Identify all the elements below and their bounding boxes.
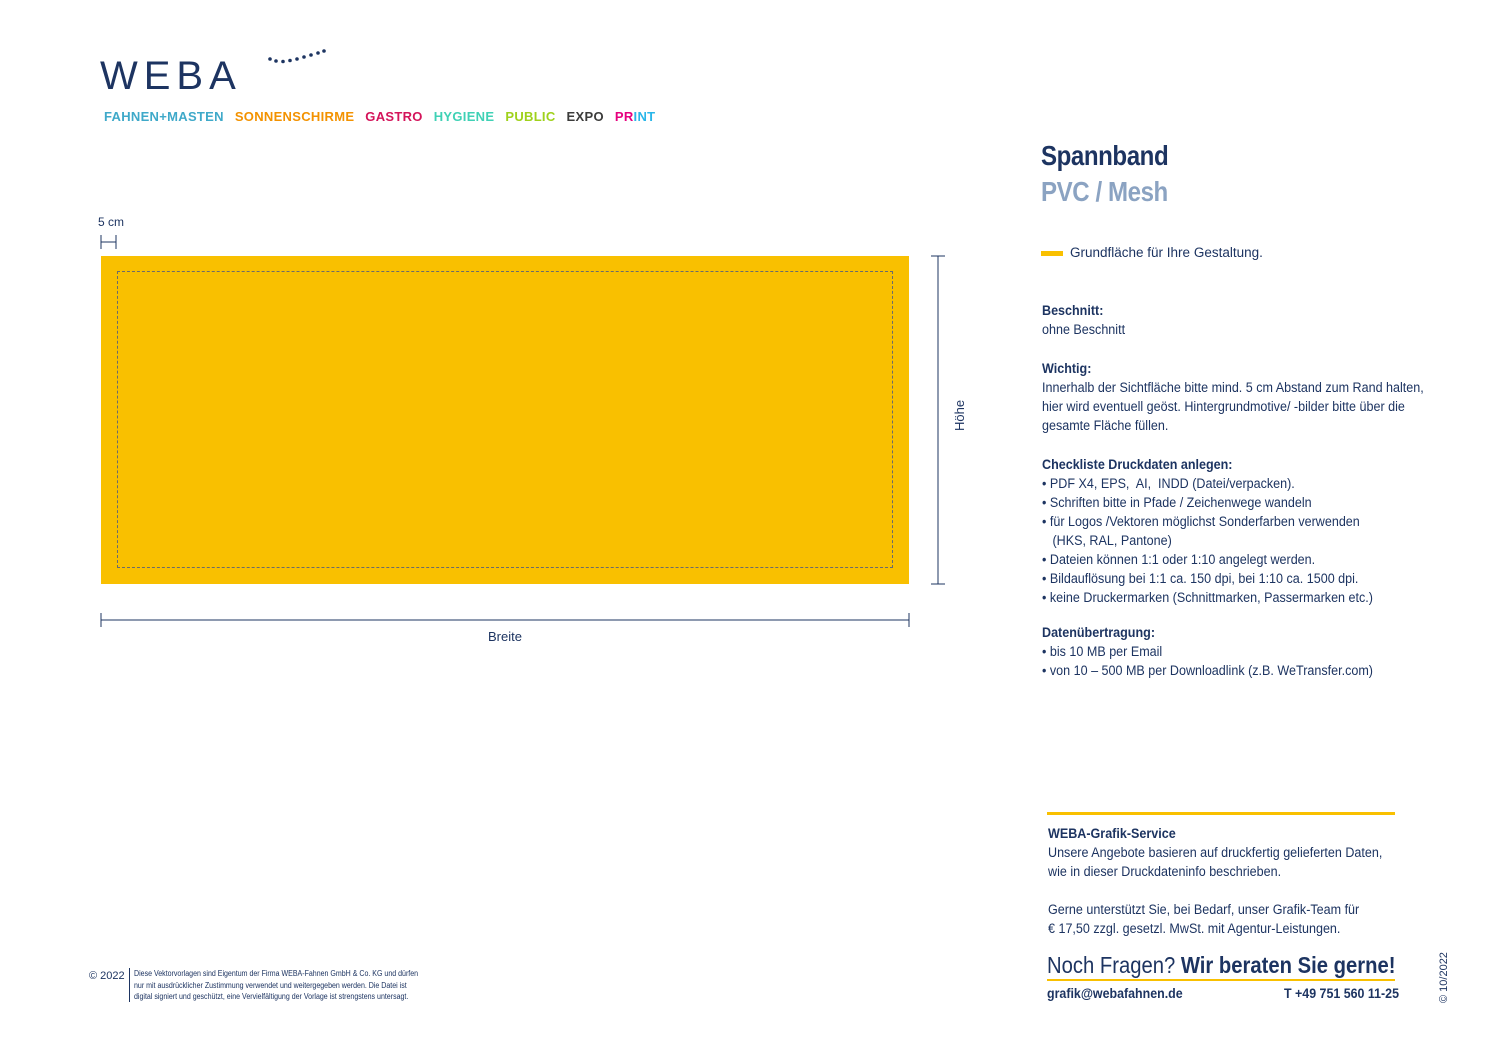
beschnitt-section [1042,301,1125,339]
wichtig-line: Innerhalb der Sichtfläche bitte mind. 5 cm Abstand zum Rand halten, [1042,380,1424,395]
checkliste-item: • Schriften bitte in Pfade / Zeichenwege wandeln [1042,495,1312,510]
wichtig-line: gesamte Fläche füllen. [1042,418,1169,433]
copyright-year: © 2022 [89,970,125,982]
wichtig-line: hier wird eventuell geöst. Hintergrundmotive/ -bilder bitte über die [1042,399,1405,414]
copyright-line: digital signiert und geschützt, eine Vervielfältigung der Vorlage ist strengstens untersagt. [134,992,409,1001]
wichtig-section [1042,359,1424,435]
width-label: Breite [488,629,522,644]
contact-email-link[interactable]: grafik@webafahnen.de [1047,986,1183,1001]
width-dimension-line [99,610,913,630]
datenuebertragung-item: • bis 10 MB per Email [1042,644,1163,659]
contact-underline [1047,979,1395,981]
height-dimension-line [928,254,948,588]
checkliste-item: • PDF X4, EPS, AI, INDD (Datei/verpacken). [1042,476,1295,491]
legend-text: Grundfläche für Ihre Gestaltung. [1070,245,1263,260]
service-line: wie in dieser Druckdateninfo beschrieben. [1048,864,1282,879]
height-label: Höhe [952,399,967,431]
checkliste-item: • Dateien können 1:1 oder 1:10 angelegt werden. [1042,552,1316,567]
copyright-line: Diese Vektorvorlagen sind Eigentum der Firma WEBA-Fahnen GmbH & Co. KG und dürfen [134,969,419,978]
service-line: Unsere Angebote basieren auf druckfertig gelieferten Daten, [1048,845,1383,860]
checkliste-item: • für Logos /Vektoren möglichst Sonderfarben verwenden [1042,514,1360,529]
margin-dimension-marker [100,234,120,250]
category-print-part2: INT [633,109,656,124]
product-title: Spannband [1041,140,1169,171]
service-line [1048,881,1382,900]
contact-question [1047,952,1396,979]
service-line: € 17,50 zzgl. gesetzl. MwSt. mit Agentur-Leistungen. [1048,921,1341,936]
product-subtitle: PVC / Mesh [1041,176,1168,207]
category-print-part1: PR [614,109,634,124]
footer-separator [129,968,130,1002]
category-nav [104,109,655,124]
grafik-service-section [1048,824,1382,938]
copyright-line: nur mit ausdrücklicher Zustimmung verwendet und weitergegeben werden. Die Datei ist [134,980,407,990]
checkliste-item: • Bildauflösung bei 1:1 ca. 150 dpi, bei 1:10 ca. 1500 dpi. [1042,571,1359,586]
copyright-notice [134,968,418,1003]
service-heading: WEBA-Grafik-Service [1048,826,1176,841]
weba-logo: WEBA [100,54,242,98]
checkliste-item: (HKS, RAL, Pantone) [1042,533,1172,548]
margin-dimension-label: 5 cm [98,215,125,229]
version-stamp: © 10/2022 [1438,952,1450,1003]
category-sonnenschirme: SONNENSCHIRME [234,109,355,124]
category-public: PUBLIC [505,109,556,124]
question-text: Noch Fragen? [1047,952,1176,978]
contact-phone: T +49 751 560 11-25 [1284,986,1399,1001]
wichtig-heading: Wichtig: [1042,361,1092,376]
category-gastro: GASTRO [365,109,423,124]
beschnitt-heading: Beschnitt: [1042,303,1104,318]
service-divider [1047,812,1395,815]
category-fahnen: FAHNEN+MASTEN [104,109,224,124]
safe-zone-outline [117,271,893,568]
datenuebertragung-item: • von 10 – 500 MB per Downloadlink (z.B. WeTransfer.com) [1042,663,1373,678]
category-print [615,109,656,124]
service-line: Gerne unterstützt Sie, bei Bedarf, unser Grafik-Team für [1048,902,1360,917]
checkliste-section [1042,455,1373,607]
checkliste-heading: Checkliste Druckdaten anlegen: [1042,457,1233,472]
legend-swatch [1041,251,1063,256]
checkliste-item: • keine Druckermarken (Schnittmarken, Passermarken etc.) [1042,590,1373,605]
datenuebertragung-section [1042,623,1373,680]
category-expo: EXPO [566,109,604,124]
category-hygiene: HYGIENE [433,109,495,124]
answer-text: Wir beraten Sie gerne! [1180,952,1396,978]
beschnitt-text: ohne Beschnitt [1042,322,1126,337]
datenuebertragung-heading: Datenübertragung: [1042,625,1155,640]
logo-dots-icon [266,46,328,68]
